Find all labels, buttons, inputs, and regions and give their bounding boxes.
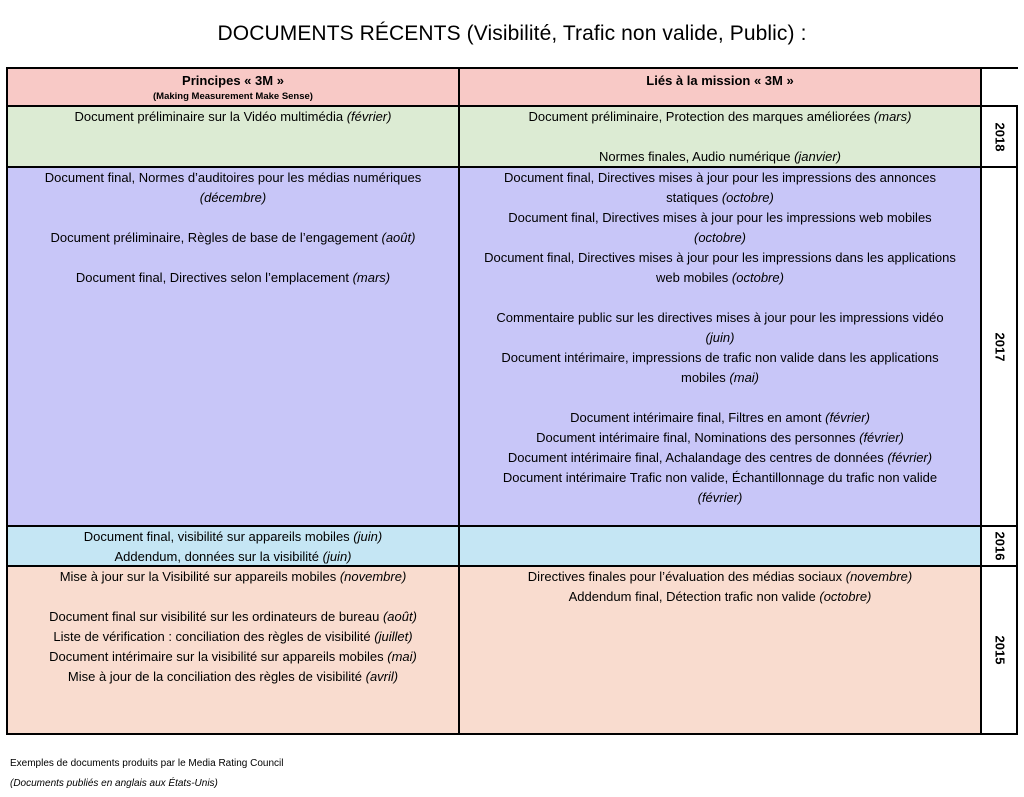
document-title: web mobiles	[656, 270, 732, 285]
document-month: (août)	[381, 230, 416, 245]
document-month: (février)	[346, 109, 392, 124]
document-month: (mai)	[387, 649, 417, 664]
row-2017-principes	[8, 168, 460, 527]
document-entry	[14, 567, 452, 587]
document-entry	[466, 328, 974, 348]
row-2017-mission	[460, 168, 982, 527]
document-month: (novembre)	[339, 569, 407, 584]
spacer	[14, 248, 452, 268]
document-title: Document intérimaire Trafic non valide, Échantillonnage du trafic non valide	[502, 470, 938, 485]
document-entry	[466, 228, 974, 248]
document-entry	[466, 408, 974, 428]
document-entry	[14, 188, 452, 208]
document-month: (octobre)	[819, 589, 872, 604]
document-month: (juillet)	[374, 629, 413, 644]
row-2016-year	[982, 527, 1018, 567]
document-title: Document final, Directives selon l’emplacement	[75, 270, 353, 285]
document-title: Document intérimaire final, Achalandage des centres de données	[507, 450, 888, 465]
spacer	[466, 388, 974, 408]
year-label: 2018	[991, 122, 1007, 151]
row-2018-principes	[8, 107, 460, 168]
document-entry	[466, 168, 974, 188]
year-label: 2017	[991, 332, 1007, 361]
document-entry	[466, 348, 974, 368]
document-entry	[466, 448, 974, 468]
document-entry	[466, 308, 974, 328]
document-month: (mai)	[729, 370, 760, 385]
header-corner	[982, 69, 1018, 107]
year-label: 2015	[991, 635, 1007, 665]
document-month: (octobre)	[721, 190, 774, 205]
document-month: (février)	[697, 490, 743, 505]
document-month: (novembre)	[845, 569, 913, 584]
document-entry	[14, 168, 452, 188]
document-title: Document préliminaire, Protection des marques améliorées	[528, 109, 874, 124]
row-2015-mission	[460, 567, 982, 735]
document-title: Document intérimaire final, Nominations des personnes	[536, 430, 860, 445]
document-month: (février)	[825, 410, 870, 425]
document-entry	[14, 268, 452, 288]
document-entry	[14, 667, 452, 687]
document-title: Addendum, données sur la visibilité	[114, 549, 323, 564]
document-entry	[466, 147, 974, 167]
document-entry	[14, 527, 452, 547]
document-entry	[466, 107, 974, 127]
document-month: (février)	[859, 430, 904, 445]
document-entry	[14, 107, 452, 127]
document-entry	[14, 607, 452, 627]
row-2016-principes	[8, 527, 460, 567]
document-entry	[14, 228, 452, 248]
document-month: (octobre)	[731, 270, 784, 285]
document-entry	[466, 428, 974, 448]
document-entry	[466, 208, 974, 228]
document-entry	[14, 647, 452, 667]
document-title: Mise à jour sur la Visibilité sur appareils mobiles	[59, 569, 340, 584]
row-2015-principes	[8, 567, 460, 735]
spacer	[466, 127, 974, 147]
row-2015-year	[982, 567, 1018, 735]
document-title: Liste de vérification : conciliation des règles de visibilité	[53, 629, 375, 644]
document-entry	[466, 587, 974, 607]
document-month: (décembre)	[199, 190, 267, 205]
document-title: Document intérimaire, impressions de trafic non valide dans les applications	[501, 350, 939, 365]
document-title: Document intérimaire sur la visibilité sur appareils mobiles	[49, 649, 388, 664]
row-2017-year	[982, 168, 1018, 527]
row-2016-mission	[460, 527, 982, 567]
document-entry	[466, 368, 974, 388]
document-title: mobiles	[680, 370, 730, 385]
document-entry	[14, 547, 452, 567]
document-title: Commentaire public sur les directives mises à jour pour les impressions vidéo	[496, 310, 944, 325]
footnote-note: (Documents publiés en anglais aux États-Unis)	[10, 778, 218, 789]
document-title: Document final sur visibilité sur les ordinateurs de bureau	[49, 609, 383, 624]
document-entry	[14, 627, 452, 647]
document-title: Document final, Directives mises à jour pour les impressions dans les applications	[484, 250, 956, 265]
document-month: (février)	[887, 450, 933, 465]
document-month: (mars)	[352, 270, 391, 285]
document-month: (octobre)	[693, 230, 747, 245]
document-title: Document final, Normes d’auditoires pour les médias numériques	[44, 170, 422, 185]
header-principes-label: Principes « 3M »	[182, 73, 284, 88]
document-title: Document intérimaire final, Filtres en amont	[570, 410, 826, 425]
document-entry	[466, 268, 974, 288]
document-title: Document final, visibilité sur appareils mobiles	[83, 529, 354, 544]
spacer	[14, 587, 452, 607]
header-principes-subtitle: (Making Measurement Make Sense)	[153, 91, 313, 102]
document-entry	[466, 468, 974, 488]
document-month: (août)	[382, 609, 417, 624]
row-2018-mission	[460, 107, 982, 168]
document-month: (mars)	[873, 109, 912, 124]
document-month: (juin)	[322, 549, 352, 564]
footnote-source: Exemples de documents produits par le Media Rating Council	[10, 758, 284, 769]
header-mission-label: Liés à la mission « 3M »	[646, 73, 794, 88]
document-entry	[466, 188, 974, 208]
document-month: (avril)	[365, 669, 399, 684]
document-entry	[466, 488, 974, 508]
spacer	[466, 288, 974, 308]
documents-table	[6, 67, 1018, 735]
header-principes	[8, 69, 460, 107]
year-label: 2016	[991, 531, 1007, 561]
document-month: (janvier)	[794, 149, 842, 164]
document-month: (juin)	[705, 330, 735, 345]
document-title: Document final, Directives mises à jour pour les impressions des annonces	[503, 170, 937, 185]
document-title: Document préliminaire sur la Vidéo multimédia	[74, 109, 347, 124]
document-title: Mise à jour de la conciliation des règles de visibilité	[67, 669, 366, 684]
row-2018-year	[982, 107, 1018, 168]
document-entry	[466, 567, 974, 587]
header-mission	[460, 69, 982, 107]
document-title: Directives finales pour l’évaluation des médias sociaux	[527, 569, 846, 584]
spacer	[14, 208, 452, 228]
document-title: Document préliminaire, Règles de base de l’engagement	[50, 230, 382, 245]
document-title: Document final, Directives mises à jour pour les impressions web mobiles	[508, 210, 932, 225]
document-month: (juin)	[353, 529, 383, 544]
page-title: DOCUMENTS RÉCENTS (Visibilité, Trafic non valide, Public) :	[217, 22, 807, 45]
document-title: Addendum final, Détection trafic non valide	[568, 589, 820, 604]
document-entry	[466, 248, 974, 268]
document-title: Normes finales, Audio numérique	[598, 149, 795, 164]
document-title: statiques	[666, 190, 722, 205]
